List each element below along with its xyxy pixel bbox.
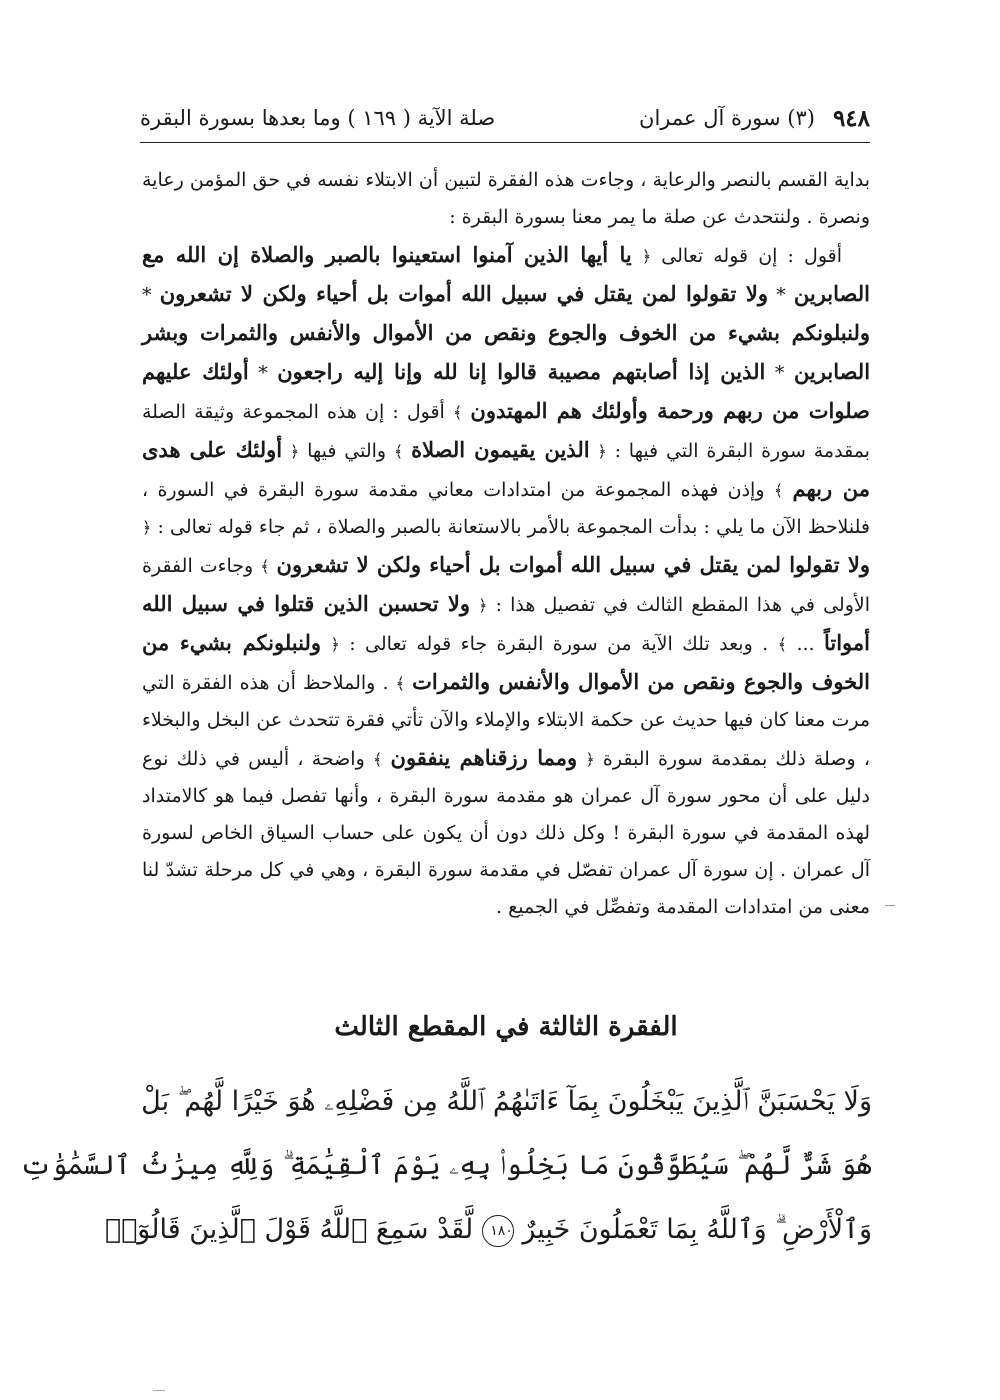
ornate-bracket-close: ﴾ (395, 674, 406, 693)
running-header (140, 100, 870, 136)
ornate-bracket-open: ﴿ (330, 635, 340, 654)
quran-quote: ومما رزقناهم ينفقون (390, 745, 578, 770)
ornate-bracket-close: ﴾ (260, 557, 270, 576)
paragraph-intro: بداية القسم بالنصر والرعاية ، وجاءت هذه الفقرة لتبين أن الابتلاء نفسه في حق المؤمن رعاية ونصرة . ولنتحدث عن صلة ما يمر معنا بسورة البقرة : (142, 169, 870, 228)
ornate-bracket-close: ﴾ (393, 442, 404, 461)
verse-separator: * (258, 362, 268, 384)
page-number: ٩٤٨ (832, 104, 870, 132)
quran-quote: أولئك على هدى من ربهم (142, 437, 870, 501)
section-reference: صلة الآية ( ١٦٩ ) وما بعدها بسورة البقرة (140, 106, 496, 130)
paragraph-main (142, 236, 870, 926)
ellipsis: ... (796, 633, 815, 655)
ornate-bracket-close: ﴾ (773, 481, 784, 500)
ornate-bracket-open: ﴿ (478, 596, 488, 615)
quran-line-1: وَلَا يَحْسَبَنَّ ٱلَّذِينَ يَبْخَلُونَ بِمَآ ءَاتَىٰهُمُ ٱللَّهُ مِن فَضْلِهِۦ هُوَ خَيْرًا لَّهُم ۖ بَلْ (141, 1086, 872, 1117)
text-run: . وبعد تلك الآية من سورة البقرة جاء قوله تعالى : (349, 633, 769, 655)
quran-quote: الذين يقيمون الصلاة (411, 437, 590, 462)
ornate-bracket-close: ﴾ (452, 403, 463, 422)
text-run: . والملاحظ أن هذه الفقرة التي مرت معنا كان فيها حديث عن حكمة الابتلاء والإملاء والآن تأتي فقرة تتحدث عن البخل والبخلاء ، وصلة ذلك بمقدمة سورة البقرة (142, 672, 870, 770)
section-title: الفقرة الثالثة في المقطع الثالث (334, 1012, 678, 1042)
margin-mark (885, 905, 895, 906)
quran-text-block (19, 1070, 872, 1262)
quran-quote: يا أيها الذين آمنوا استعينوا بالصبر والصلاة إن الله مع الصابرين (142, 242, 870, 306)
header-rule (140, 142, 870, 143)
quran-quote: ولنبلونكم بشيء من الخوف والجوع ونقص من الأموال والأنفس والثمرات وبشر الصابرين (142, 320, 871, 384)
ayah-number-marker: ١٨٠ (482, 1215, 514, 1247)
quran-quote: أولئك عليهم صلوات من ربهم ورحمة وأولئك هم المهتدون (142, 359, 871, 423)
verse-separator: * (776, 284, 786, 306)
ornate-bracket-open: ﴿ (289, 442, 300, 461)
text-run: وجاءت الفقرة الأولى في هذا المقطع الثالث في تفصيل هذا : (142, 555, 871, 616)
ornate-bracket-open: ﴿ (597, 442, 607, 461)
quran-quote: الذين إذا أصابتهم مصيبة قالوا إنا لله وإنا إليه راجعون (277, 359, 766, 384)
surah-reference: (٣) سورة آل عمران (639, 106, 815, 130)
quran-line-3-start: وَٱلْأَرْضِ ۗ وَٱللَّهُ بِمَا تَعْمَلُونَ خَبِيرٌ (522, 1214, 872, 1245)
quran-quote: ولنبلونكم بشيء من الخوف والجوع ونقص من الأموال والأنفس والثمرات (142, 630, 870, 694)
text-run: أقول : إن هذه المجموعة وثيقة الصلة بمقدمة سورة البقرة التي فيها : (142, 401, 870, 462)
verse-separator: * (774, 362, 785, 384)
quran-line-2: هُوَ شَرٌّ لَّهُمْ ۖ سَيُطَوَّقُونَ مَا بَخِلُوا۟ بِهِۦ يَوْمَ ٱلْقِيَٰمَةِ ۗ وَلِلَّهِ مِيرَٰثُ ٱلسَّمَٰوَٰتِ (19, 1150, 872, 1181)
ornate-bracket-open: ﴿ (142, 518, 152, 537)
text-run: واضحة ، أليس في ذلك نوع دليل على أن محور سورة آل عمران هو مقدمة سورة البقرة ، وأنها تفصل فيما هو كالامتداد لهذه المقدمة في سورة البقرة ! وكل ذلك دون أن يكون على حساب السياق الخاص لسورة آل عمران . إن سورة آل عمران تفصّل في مقدمة سورة البقرة ، وهي في كل مرحلة تشدّ لنا معنى من امتدادات المقدمة وتفصِّل في الجميع . (142, 748, 870, 918)
ornate-bracket-close: ﴾ (372, 750, 383, 769)
ornate-bracket-close: ﴾ (777, 635, 788, 654)
margin-mark (153, 1390, 165, 1391)
text-run: أقول : إن قوله تعالى (661, 245, 842, 267)
quran-line-3 (104, 1198, 872, 1262)
ornate-bracket-open: ﴿ (641, 247, 652, 266)
quran-quote: ولا تقولوا لمن يقتل في سبيل الله أموات بل أحياء ولكن لا تشعرون (159, 281, 768, 306)
ornate-bracket-open: ﴿ (585, 750, 595, 769)
verse-separator: * (142, 284, 152, 306)
header-right-group (639, 105, 870, 132)
quran-line-3-end: لَّقَدْ سَمِعَ ٱللَّهُ قَوْلَ ٱلَّذِينَ قَالُوٓا۟ (104, 1214, 474, 1245)
text-run: وإذن فهذه المجموعة من امتدادات معاني مقدمة سورة البقرة في السورة ، فلنلاحظ الآن ما يلي : بدأت المجموعة بالأمر بالاستعانة بالصبر والصلاة ، ثم جاء قوله تعالى : (142, 479, 871, 538)
quran-quote: ولا تقولوا لمن يقتل في سبيل الله أموات بل أحياء ولكن لا تشعرون (276, 552, 870, 577)
quran-quote: ولا تحسبن الذين قتلوا في سبيل الله أمواتاً (142, 591, 870, 655)
text-run: والتي فيها (307, 440, 387, 462)
body-text (142, 162, 870, 926)
